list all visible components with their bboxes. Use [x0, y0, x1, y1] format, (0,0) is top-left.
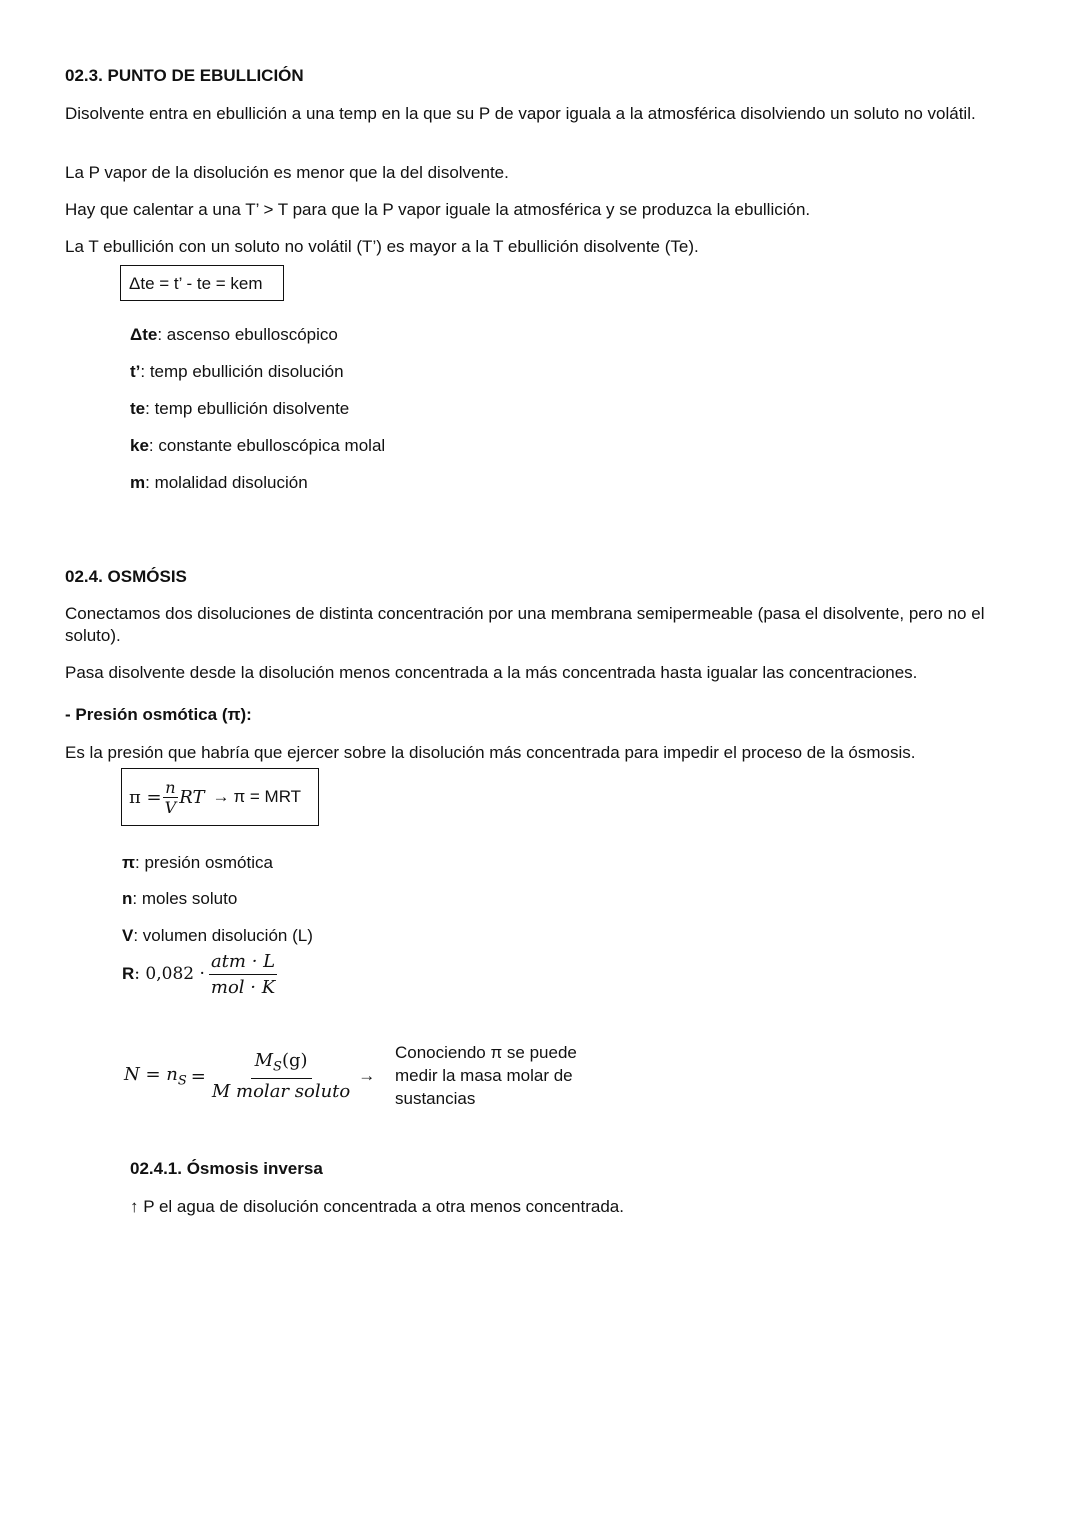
subheading-osmotic-pressure: - Presión osmótica (π):	[65, 705, 252, 724]
definition-item	[130, 473, 308, 493]
formula-rt: RT	[179, 786, 205, 808]
formula-lhs	[124, 1064, 187, 1089]
definition-term: n	[122, 889, 133, 908]
arrow-icon: →	[212, 787, 230, 806]
fraction-numerator: atm · L	[209, 951, 277, 975]
definition-term: V	[122, 926, 134, 945]
formula-lhs: π =	[129, 786, 162, 808]
paragraph: La T ebullición con un soluto no volátil (T’) es mayor a la T ebullición disolvente (Te).	[65, 237, 699, 256]
paragraph: Conectamos dos disoluciones de distinta concentración por una membrana semipermeable (pasa el disolvente, pero no el soluto).	[65, 604, 985, 645]
fraction-numerator	[251, 1050, 312, 1079]
formula-rhs: π = MRT	[233, 787, 302, 806]
paragraph: Es la presión que habría que ejercer sobre la disolución más concentrada para impedir el proceso de la ósmosis.	[65, 743, 916, 762]
definition-term: m	[130, 473, 146, 492]
definition-item-r	[122, 946, 277, 1002]
definition-text: : temp ebullición disolución	[140, 362, 344, 381]
definition-item	[130, 325, 338, 345]
section-title-osmosis: 02.4. OSMÓSIS	[65, 567, 187, 586]
definition-item	[122, 926, 313, 946]
subscript: S	[177, 1073, 187, 1089]
numerator-m: M	[254, 1050, 274, 1072]
fraction-mass-over-molar	[210, 1050, 352, 1102]
note-molar-mass: Conociendo π se puede medir la masa molar de sustancias	[395, 1043, 577, 1108]
definition-text: : 0,082 ·	[134, 964, 205, 984]
fraction-r-units	[209, 951, 277, 998]
definition-item	[130, 362, 344, 382]
equals-sign: =	[190, 1065, 206, 1087]
definition-text: : presión osmótica	[135, 853, 273, 872]
formula-box-boiling	[120, 265, 284, 301]
paragraph: Disolvente entra en ebullición a una temp en la que su P de vapor iguala a la atmosférica disolviendo un soluto no volátil.	[65, 104, 976, 123]
definition-term: te	[130, 399, 146, 418]
definition-text: : volumen disolución (L)	[133, 926, 313, 945]
fraction-numerator: n	[165, 777, 176, 797]
formula-box-osmotic	[121, 768, 319, 826]
definition-text: : constante ebulloscópica molal	[148, 436, 386, 455]
paragraph: La P vapor de la disolución es menor que la del disolvente.	[65, 163, 509, 182]
definition-text: : molalidad disolución	[145, 473, 308, 492]
definition-term: t’	[130, 362, 141, 381]
arrow-icon: →	[358, 1066, 376, 1085]
numerator-rest: (g)	[281, 1050, 308, 1072]
formula-molar-mass	[124, 1046, 375, 1106]
definition-item	[130, 436, 385, 456]
definition-item	[122, 889, 237, 909]
definition-item	[130, 399, 349, 419]
definition-item	[122, 853, 273, 873]
definition-term: R	[122, 964, 135, 983]
formula-lhs-text: N = n	[124, 1063, 178, 1085]
paragraph: Hay que calentar a una T’ > T para que la P vapor iguale la atmosférica y se produzca la ebullición.	[65, 200, 811, 219]
fraction-n-over-v	[163, 778, 179, 817]
section-title-boiling-point: 02.3. PUNTO DE EBULLICIÓN	[65, 66, 304, 85]
definition-text: : ascenso ebulloscópico	[157, 325, 338, 344]
definition-term: Δte	[130, 325, 158, 344]
formula-boiling: Δte = t’ - te = kem	[129, 274, 263, 293]
fraction-denominator: mol · K	[210, 976, 276, 998]
subscript: S	[273, 1059, 282, 1075]
definition-text: : moles soluto	[132, 889, 238, 908]
fraction-denominator: V	[164, 797, 177, 817]
definition-term: ke	[130, 436, 149, 455]
definition-term: π	[122, 853, 136, 872]
subsection-title-reverse-osmosis: 02.4.1. Ósmosis inversa	[130, 1159, 323, 1178]
definition-text: : temp ebullición disolvente	[145, 399, 350, 418]
paragraph: Pasa disolvente desde la disolución menos concentrada a la más concentrada hasta igualar las concentraciones.	[65, 663, 918, 682]
fraction-denominator: M molar soluto	[211, 1080, 351, 1102]
paragraph: ↑ P el agua de disolución concentrada a otra menos concentrada.	[130, 1197, 624, 1216]
